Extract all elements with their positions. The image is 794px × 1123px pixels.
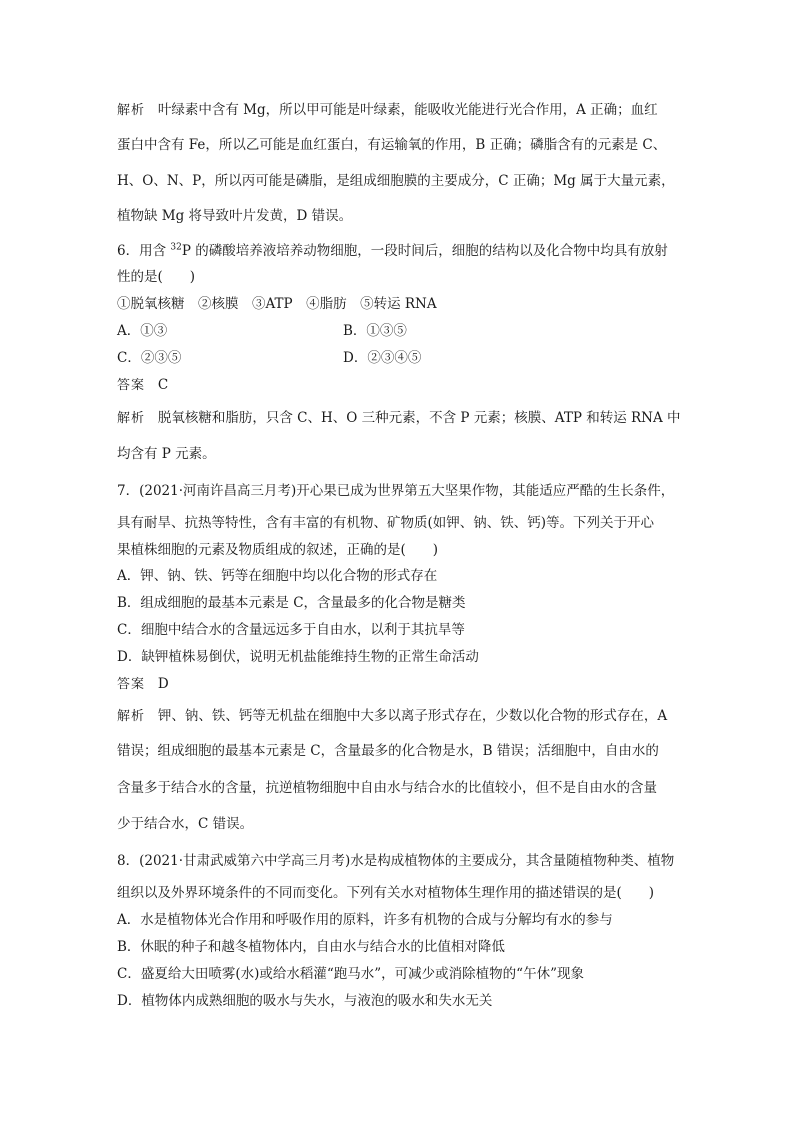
analysis-label: 解析 [117, 103, 146, 118]
q8-option-d: D．植物体内成熟细胞的吸水与失水，与液泡的吸水和失水无关 [117, 993, 493, 1009]
q5-analysis-line-3: H、O、N、P，所以丙可能是磷脂，是组成细胞膜的主要成分，C 正确；Mg 属于大量元素， [117, 173, 675, 189]
q6-analysis-line-2: 均含有 P 元素。 [117, 446, 216, 462]
q7-answer-value: D [157, 676, 169, 692]
q6-option-c: C．②③⑤ [117, 350, 182, 366]
q7-option-d: D．缺钾植株易倒伏，说明无机盐能维持生物的正常生命活动 [117, 649, 479, 665]
q7-answer [117, 675, 169, 694]
q6-option-a: A．①③ [117, 323, 168, 339]
q7-analysis-line-2: 错误；组成细胞的最基本元素是 C，含量最多的化合物是水，B 错误；活细胞中，自由水的 [117, 743, 659, 759]
q6-options-row-2 [117, 349, 422, 367]
q6-analysis-line-1 [117, 409, 681, 428]
q7-analysis-line-1 [117, 707, 667, 726]
q8-stem-line-2: 组织以及外界环境条件的不同而变化。下列有关水对植物体生理作用的描述错误的是( ) [117, 885, 655, 901]
q8-option-b: B．休眠的种子和越冬植物体内，自由水与结合水的比值相对降低 [117, 939, 505, 955]
q6-answer-value: C [157, 377, 169, 393]
q7-option-c: C．细胞中结合水的含量远远多于自由水，以利于其抗旱等 [117, 622, 465, 638]
answer-label: 答案 [117, 378, 146, 393]
q7-stem-line-3: 果植株细胞的元素及物质组成的叙述，正确的是( ) [117, 542, 439, 558]
q6-answer [117, 376, 168, 395]
q7-analysis-line-4: 少于结合水，C 错误。 [117, 816, 254, 832]
q7-stem-line-1: 7．(2021·河南许昌高三月考)开心果已成为世界第五大坚果作物，其能适应严酷的生长条件， [117, 483, 675, 499]
q6-stem-post: P 的磷酸培养液培养动物细胞，一段时间后，细胞的结构以及化合物中均具有放射 [181, 243, 668, 259]
q5-analysis-line-1 [117, 101, 658, 120]
q6-option-b: B．①③⑤ [343, 323, 407, 339]
q5-analysis-line-4: 植物缺 Mg 将导致叶片发黄，D 错误。 [117, 208, 353, 224]
analysis-label: 解析 [117, 709, 146, 724]
q8-option-a: A．水是植物体光合作用和呼吸作用的原料，许多有机物的合成与分解均有水的参与 [117, 912, 613, 928]
answer-label: 答案 [117, 677, 146, 692]
q6-stem-line-1 [117, 242, 668, 260]
q7-analysis-text-1: 钾、钠、铁、钙等无机盐在细胞中大多以离子形式存在，少数以化合物的形式存在，A [157, 708, 668, 724]
q8-option-c: C．盛夏给大田喷雾(水)或给水稻灌“跑马水”，可减少或消除植物的“午休”现象 [117, 966, 584, 982]
q6-stem-line-2: 性的是( ) [117, 269, 196, 285]
q7-analysis-line-3: 含量多于结合水的含量，抗逆植物细胞中自由水与结合水的比值较小，但不是自由水的含量 [117, 780, 657, 796]
q5-analysis-text-1: 叶绿素中含有 Mg，所以甲可能是叶绿素，能吸收光能进行光合作用，A 正确；血红 [157, 102, 658, 118]
q6-options-row-1 [117, 322, 407, 340]
q8-stem-line-1: 8．(2021·甘肃武威第六中学高三月考)水是构成植物体的主要成分，其含量随植物种类、植物 [117, 853, 675, 869]
q6-option-d: D．②③④⑤ [343, 350, 422, 366]
analysis-label: 解析 [117, 411, 146, 426]
q7-option-a: A．钾、钠、铁、钙等在细胞中均以化合物的形式存在 [117, 568, 438, 584]
q6-stem-pre: 6．用含 [117, 243, 171, 259]
q6-stem-superscript: 32 [170, 242, 182, 253]
q7-stem-line-2: 具有耐旱、抗热等特性，含有丰富的有机物、矿物质(如钾、钠、铁、钙)等。下列关于开心 [117, 515, 655, 531]
q7-option-b: B．组成细胞的最基本元素是 C，含量最多的化合物是糖类 [117, 595, 466, 611]
q6-items: ①脱氧核糖 ②核膜 ③ATP ④脂肪 ⑤转运 RNA [117, 296, 437, 312]
q6-analysis-text-1: 脱氧核糖和脂肪，只含 C、H、O 三种元素，不含 P 元素；核膜、ATP 和转运 RNA 中 [157, 410, 681, 426]
q5-analysis-line-2: 蛋白中含有 Fe，所以乙可能是血红蛋白，有运输氧的作用，B 正确；磷脂含有的元素是 C、 [117, 137, 667, 153]
